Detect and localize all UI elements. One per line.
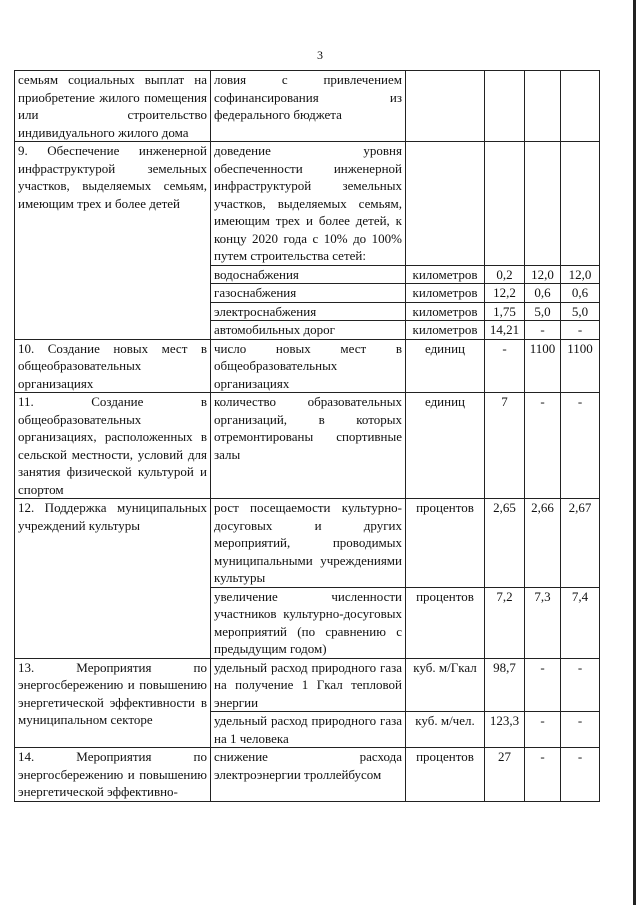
table-cell: единиц [406, 339, 485, 393]
table-cell: снижение расхода электроэнергии троллейбусом [211, 748, 406, 802]
table-cell: 11. Создание в общеобразовательных организациях, расположенных в сельской местности, условий для занятия физической культурой и спортом [15, 393, 211, 499]
table-cell [406, 71, 485, 142]
table-cell: увеличение численности участников культурно-досуговых мероприятий (по сравнению с предыдущим годом) [211, 587, 406, 658]
table-cell: 12,0 [525, 265, 561, 284]
table-cell: электроснабжения [211, 302, 406, 321]
table-cell [406, 142, 485, 266]
table-cell [525, 142, 561, 266]
page-number: 3 [317, 48, 323, 62]
table-cell: 14. Мероприятия по энергосбережению и повышению энергетической эффективно- [15, 748, 211, 802]
table-cell: 0,6 [561, 284, 600, 303]
table-cell: 98,7 [485, 658, 525, 712]
table-cell: километров [406, 265, 485, 284]
table-cell: - [561, 712, 600, 748]
table-cell: 14,21 [485, 321, 525, 340]
table-cell [561, 71, 600, 142]
table-cell: 9. Обеспечение инженерной инфраструктурой земельных участков, выделяемых семьям, имеющим трех и более детей [15, 142, 211, 340]
table-cell: 2,66 [525, 499, 561, 588]
table-cell: 0,2 [485, 265, 525, 284]
table-cell: километров [406, 284, 485, 303]
table-cell: - [561, 393, 600, 499]
table-cell: километров [406, 302, 485, 321]
table-cell [561, 142, 600, 266]
table-cell: удельный расход природного газа на получение 1 Гкал тепловой энергии [211, 658, 406, 712]
table-cell: удельный расход природного газа на 1 человека [211, 712, 406, 748]
table-row [15, 748, 600, 802]
table-row [15, 393, 600, 499]
table-cell: куб. м/чел. [406, 712, 485, 748]
table-cell: единиц [406, 393, 485, 499]
table-cell: - [561, 748, 600, 802]
table-cell: 7,2 [485, 587, 525, 658]
table-cell: 27 [485, 748, 525, 802]
table-row [15, 142, 600, 266]
table-cell: 5,0 [561, 302, 600, 321]
table-cell: километров [406, 321, 485, 340]
table-cell: 7,4 [561, 587, 600, 658]
table-cell: - [525, 748, 561, 802]
table-cell: число новых мест в общеобразовательных организациях [211, 339, 406, 393]
table-cell [485, 71, 525, 142]
table-row [15, 71, 600, 142]
table-cell: 123,3 [485, 712, 525, 748]
table-cell: 1100 [561, 339, 600, 393]
table-cell: автомобильных дорог [211, 321, 406, 340]
table-cell: 7,3 [525, 587, 561, 658]
table-cell: - [561, 321, 600, 340]
table-cell: процентов [406, 748, 485, 802]
table-cell: 13. Мероприятия по энергосбережению и повышению энергетической эффективности в муниципальном секторе [15, 658, 211, 748]
table-cell: количество образовательных организаций, в которых отремонтированы спортивные залы [211, 393, 406, 499]
scan-edge [633, 0, 636, 905]
table-cell: газоснабжения [211, 284, 406, 303]
table-cell: водоснабжения [211, 265, 406, 284]
table-cell: 1100 [525, 339, 561, 393]
table-cell: процентов [406, 587, 485, 658]
table-cell: 12. Поддержка муниципальных учреждений культуры [15, 499, 211, 659]
table-cell: рост посещаемости культурно-досуговых и других мероприятий, проводимых муниципальными учреждениями культуры [211, 499, 406, 588]
table-row [15, 499, 600, 588]
table-cell: 10. Создание новых мест в общеобразовательных организациях [15, 339, 211, 393]
table-cell: 0,6 [525, 284, 561, 303]
table-cell: - [525, 393, 561, 499]
table-cell: - [561, 658, 600, 712]
table-row [15, 658, 600, 712]
table-cell: 12,0 [561, 265, 600, 284]
table-cell: 7 [485, 393, 525, 499]
table-cell [525, 71, 561, 142]
table-row [15, 339, 600, 393]
table-cell: 12,2 [485, 284, 525, 303]
table-cell: - [525, 712, 561, 748]
table-cell [485, 142, 525, 266]
table-cell: ловия с привлечением софинансирования из федерального бюджета [211, 71, 406, 142]
table-cell: 2,65 [485, 499, 525, 588]
table-cell: 5,0 [525, 302, 561, 321]
table-cell: куб. м/Гкал [406, 658, 485, 712]
table-cell: 2,67 [561, 499, 600, 588]
table-cell: семьям социальных выплат на приобретение жилого помещения или строительство индивидуального жилого дома [15, 71, 211, 142]
table-cell: доведение уровня обеспеченности инженерной инфраструктурой земельных участков, выделяемых семьям, имеющим трех и более детей, к концу 2020 года с 10% до 100% путем строительства сетей: [211, 142, 406, 266]
indicators-table [14, 70, 600, 802]
table-cell: процентов [406, 499, 485, 588]
table-cell: - [485, 339, 525, 393]
table-cell: 1,75 [485, 302, 525, 321]
table-cell: - [525, 658, 561, 712]
table-cell: - [525, 321, 561, 340]
